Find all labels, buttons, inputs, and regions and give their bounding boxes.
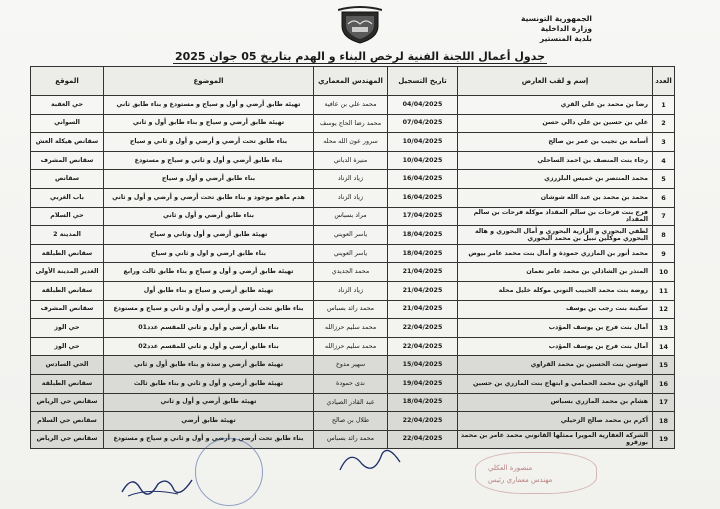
cell-date: 21/04/2025 xyxy=(388,263,458,282)
cell-num: 4 xyxy=(653,151,675,170)
cell-date: 22/04/2025 xyxy=(388,319,458,338)
cell-subject: بناء طابق تحت أرضي و أرضي و أول و ثاني و سياج و مستودع xyxy=(104,300,314,319)
cell-name: روضة بنت محمد الحبيب التوني موكلة خليل محلة xyxy=(458,281,653,300)
cell-location: سقانص xyxy=(31,170,104,189)
cell-name: محمد أنور بن المازري حمودة و أمال بنت محمد عامر بيوض xyxy=(458,244,653,263)
cell-num: 14 xyxy=(653,337,675,356)
cell-name: علي بن حسين بن علي دالي حسن xyxy=(458,114,653,133)
cell-engineer: محمد سليم حرزالله xyxy=(314,337,388,356)
cell-subject: بناء طابق أرضي و أول و ثاني و سياج و مستودع xyxy=(104,151,314,170)
cell-date: 10/04/2025 xyxy=(388,133,458,152)
cell-num: 9 xyxy=(653,244,675,263)
cell-num: 17 xyxy=(653,393,675,412)
cell-num: 13 xyxy=(653,319,675,338)
cell-name: محمد بن محمد بن عبد الله شوشان xyxy=(458,188,653,207)
cell-name: لطفي البحوري و الزازية البحوري و أمال البحوري و هالة البحوري موكلين نبيل بن محمد البحوري xyxy=(458,226,653,245)
table-row xyxy=(31,96,675,115)
cell-location: سقانص الطبلقة xyxy=(31,281,104,300)
cell-location: المدينة 2 xyxy=(31,226,104,245)
cell-num: 19 xyxy=(653,430,675,449)
cell-subject: تهيئة طابق أرضي و أول وثاني و سياج xyxy=(104,226,314,245)
cell-name: المنذر بن الشاذلي بن محمد عامر نعمان xyxy=(458,263,653,282)
col-date: تاريخ التسجيل xyxy=(388,67,458,96)
cell-location: سقانص حي الرياض xyxy=(31,393,104,412)
cell-location: حي الوز xyxy=(31,319,104,338)
cell-engineer: منيرة الدباني xyxy=(314,151,388,170)
cell-location: سقانص حي السلام xyxy=(31,412,104,431)
cell-date: 22/04/2025 xyxy=(388,430,458,449)
cell-subject: تهيئة طابق أرضي و سدة و بناء طابق أول و ثاني xyxy=(104,356,314,375)
cell-name: رضا بن محمد بن علي القري xyxy=(458,96,653,115)
table-row xyxy=(31,188,675,207)
cell-name: آمال بنت فرج بن يوسف المؤدب xyxy=(458,319,653,338)
cell-num: 11 xyxy=(653,281,675,300)
cell-location: سقانص هيكلة العش xyxy=(31,133,104,152)
cell-location: سقانص المشرف xyxy=(31,300,104,319)
official-stamp-left xyxy=(195,438,263,506)
cell-num: 15 xyxy=(653,356,675,375)
cell-date: 04/04/2025 xyxy=(388,96,458,115)
cell-subject: بناء طابق تحت أرضي و أرضي و أول و ثاني و سياج xyxy=(104,133,314,152)
table-row xyxy=(31,114,675,133)
col-location: الموقع xyxy=(31,67,104,96)
cell-name: أسامة بن نجيب بن عمر بن صالح xyxy=(458,133,653,152)
table-row xyxy=(31,263,675,282)
cell-date: 18/04/2025 xyxy=(388,244,458,263)
cell-engineer: محمد رضا الحاج يوسف xyxy=(314,114,388,133)
table-row xyxy=(31,226,675,245)
cell-location: حي الوز xyxy=(31,337,104,356)
table-row xyxy=(31,412,675,431)
table-row xyxy=(31,393,675,412)
signatory-name: منصورة العكلي xyxy=(488,464,533,472)
table-header-row xyxy=(31,67,675,96)
cell-engineer: مراد بسباس xyxy=(314,207,388,226)
document-title-wrap xyxy=(0,50,720,63)
tunisia-emblem-icon xyxy=(338,6,382,44)
cell-location: باب الغربي xyxy=(31,188,104,207)
cell-subject: تهيئة طابق أرضي و سياج و بناء طابق أول و ثاني xyxy=(104,114,314,133)
cell-date: 18/04/2025 xyxy=(388,393,458,412)
cell-subject: هدم ماهو موجود و بناء طابق تحت أرضي و أرضي و أول و ثاني xyxy=(104,188,314,207)
table-row xyxy=(31,133,675,152)
cell-name: فرج بنت فرحات بن سالم المقداد موكلة فرحات بن سالم المقداد xyxy=(458,207,653,226)
cell-engineer: عبد القادر الصيادي xyxy=(314,393,388,412)
cell-name: الهادي بن محمد الحمامي و ابتهاج بنت المازري بن حسين xyxy=(458,374,653,393)
cell-engineer: زياد الزناد xyxy=(314,188,388,207)
cell-name: سوسن بنت الحسين بن محمد القراوي xyxy=(458,356,653,375)
cell-date: 16/04/2025 xyxy=(388,188,458,207)
official-stamp-right xyxy=(475,452,597,494)
cell-subject: تهيئة طابق أرضي و أول و ثاني xyxy=(104,393,314,412)
cell-subject: بناء طابق أرضي و أول و ثاني xyxy=(104,207,314,226)
document-title: جدول أعمال اللجنة الفنية لرخص البناء و الهدم بتاريخ 05 جوان 2025 xyxy=(174,50,546,63)
cell-date: 19/04/2025 xyxy=(388,374,458,393)
table-row xyxy=(31,244,675,263)
cell-engineer: زياد الزناد xyxy=(314,281,388,300)
cell-name: آمال بنت فرج بن يوسف المؤدب xyxy=(458,337,653,356)
cell-name: محمد المنتصر بن خميس البلزرزي xyxy=(458,170,653,189)
cell-name: سكينة بنت رجب بن يوسف xyxy=(458,300,653,319)
cell-location: السواني xyxy=(31,114,104,133)
table-row xyxy=(31,170,675,189)
cell-date: 10/04/2025 xyxy=(388,151,458,170)
cell-engineer: محمد الجديدي xyxy=(314,263,388,282)
cell-num: 3 xyxy=(653,133,675,152)
table-row xyxy=(31,207,675,226)
col-name: إسم و لقب العارض xyxy=(458,67,653,96)
document-header xyxy=(521,14,592,44)
cell-date: 21/04/2025 xyxy=(388,281,458,300)
cell-date: 22/04/2025 xyxy=(388,337,458,356)
cell-engineer: محمد رائد بسباس xyxy=(314,300,388,319)
table-row xyxy=(31,319,675,338)
cell-engineer: محمد سليم حرزالله xyxy=(314,319,388,338)
signature-left-icon xyxy=(118,470,198,500)
table-row xyxy=(31,337,675,356)
cell-subject: تهيئة طابق أرضي و أول و ثاني و بناء طابق ثالث xyxy=(104,374,314,393)
cell-date: 22/04/2025 xyxy=(388,412,458,431)
cell-location: حي العقبة xyxy=(31,96,104,115)
cell-date: 07/04/2025 xyxy=(388,114,458,133)
signature-middle-icon xyxy=(330,440,410,480)
col-subject: الموضوع xyxy=(104,67,314,96)
ministry-label: وزارة الداخلية xyxy=(540,24,592,33)
col-engineer: المهندس المعماري xyxy=(314,67,388,96)
table-row xyxy=(31,356,675,375)
cell-subject: تهيئة طابق أرضي و أول و سياج و بناء طابق ثالث ورابع xyxy=(104,263,314,282)
cell-name: هشام بن محمد المازري بسباس xyxy=(458,393,653,412)
cell-date: 21/04/2025 xyxy=(388,300,458,319)
signatory-role: مهندس معماري رئيس xyxy=(488,476,553,484)
cell-subject: بناء طابق أرضي و أول و سياج xyxy=(104,170,314,189)
cell-engineer: محمد رائد بسباس xyxy=(314,430,388,449)
cell-date: 15/04/2025 xyxy=(388,356,458,375)
cell-engineer: ياسر العويني xyxy=(314,226,388,245)
cell-num: 2 xyxy=(653,114,675,133)
cell-subject: تهيئة طابق أرضي xyxy=(104,412,314,431)
cell-engineer: سرور عون الله محله xyxy=(314,133,388,152)
table-row xyxy=(31,374,675,393)
cell-location: سقانص الطبلقة xyxy=(31,244,104,263)
cell-name: أكرم بن محمد صالح الزحيلي xyxy=(458,412,653,431)
table-row xyxy=(31,281,675,300)
cell-num: 5 xyxy=(653,170,675,189)
cell-num: 12 xyxy=(653,300,675,319)
col-num: العدد xyxy=(653,67,675,96)
cell-subject: تهيئة طابق أرضي و سياج و بناء طابق أول xyxy=(104,281,314,300)
cell-name: رجاء بنت المنصف بن احمد الساحلي xyxy=(458,151,653,170)
cell-engineer: زياد الزناد xyxy=(314,170,388,189)
cell-num: 7 xyxy=(653,207,675,226)
cell-location: سقانص المشرف xyxy=(31,151,104,170)
cell-subject: بناء طابق ارضي و اول و ثاني و سياج xyxy=(104,244,314,263)
cell-num: 16 xyxy=(653,374,675,393)
cell-engineer: طلال بن صالح xyxy=(314,412,388,431)
cell-location: سقانص حي الرياض xyxy=(31,430,104,449)
cell-engineer: ندى حمودة xyxy=(314,374,388,393)
cell-location: سقانص الطبلقة xyxy=(31,374,104,393)
applications-table xyxy=(30,66,675,449)
cell-subject: تهيئة طابق أرضي و أول و سياج و مستودع و بناء طابق ثاني xyxy=(104,96,314,115)
cell-date: 16/04/2025 xyxy=(388,170,458,189)
country-label: الجمهورية التونسية xyxy=(521,14,592,23)
cell-num: 8 xyxy=(653,226,675,245)
cell-name: الشركة العقارية المويرا ممثلها القانوني محمد عامر بن محمد بوزقرو xyxy=(458,430,653,449)
cell-num: 10 xyxy=(653,263,675,282)
cell-num: 18 xyxy=(653,412,675,431)
cell-subject: بناء طابق أرضي و أول و ثاني للمقسم عدد02 xyxy=(104,337,314,356)
cell-num: 1 xyxy=(653,96,675,115)
table-row xyxy=(31,151,675,170)
cell-subject: بناء طابق أرضي و أول و ثاني للمقسم عدد01 xyxy=(104,319,314,338)
cell-num: 6 xyxy=(653,188,675,207)
municipality-label: بلدية المنستير xyxy=(539,34,592,43)
cell-location: حي السلام xyxy=(31,207,104,226)
cell-engineer: محمد علي بن عافية xyxy=(314,96,388,115)
cell-location: الحي السادس xyxy=(31,356,104,375)
cell-engineer: سهير مدوخ xyxy=(314,356,388,375)
cell-engineer: ياسر العويني xyxy=(314,244,388,263)
cell-date: 18/04/2025 xyxy=(388,226,458,245)
cell-subject: بناء طابق تحت أرضي و أرضي و أول و ثاني و سياج و مستودع xyxy=(104,430,314,449)
cell-location: الغدير المدينة الأولى xyxy=(31,263,104,282)
table-row xyxy=(31,300,675,319)
cell-date: 17/04/2025 xyxy=(388,207,458,226)
